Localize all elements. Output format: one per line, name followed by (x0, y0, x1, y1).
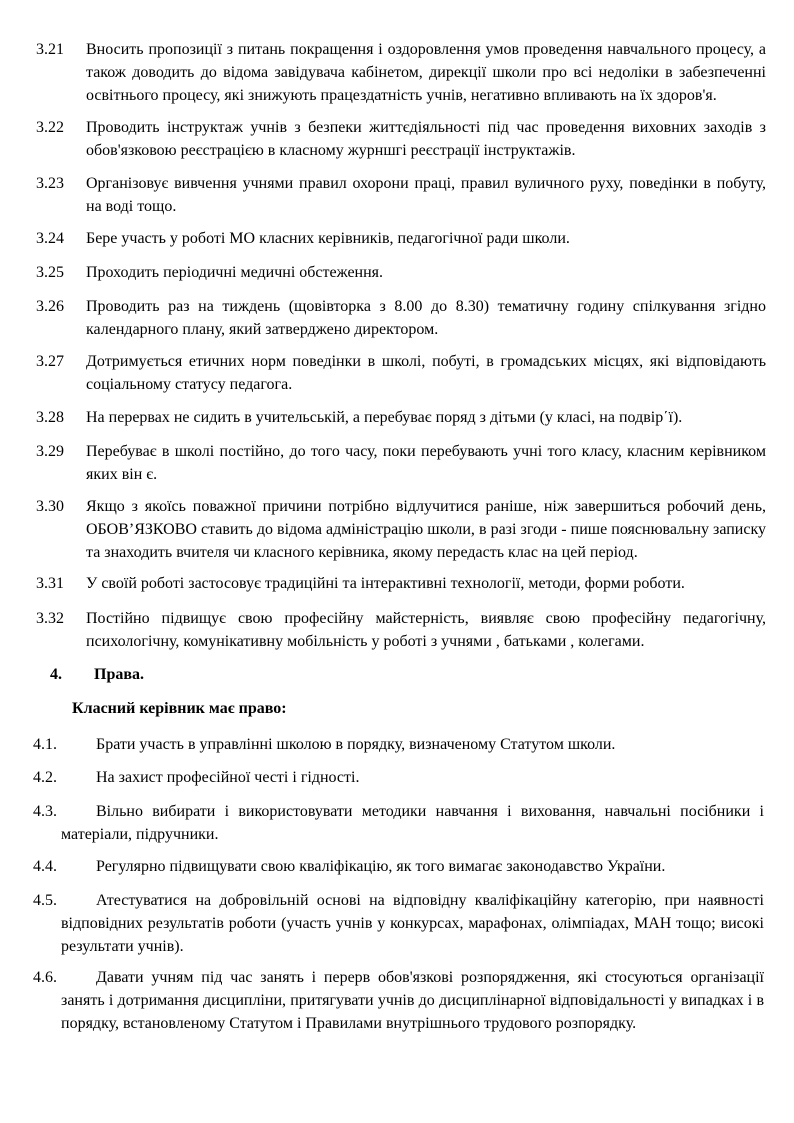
item-text: Вільно вибирати і використовувати методики навчання і виховання, навчальні посібники і матеріали, підручники. (61, 803, 764, 843)
item-number: 4.1. (33, 736, 57, 753)
item-number: 4.6. (33, 969, 57, 986)
item-text: Вносить пропозиції з питань покращення і оздоровлення умов проведення навчального процесу, а також доводить до відома завідувача кабінетом, дирекції школи про всі недоліки в забезпеченні освітнього процесу, які знижують працездатність учнів, негативно впливають на їх здоров'я. (86, 41, 766, 104)
item-number: 3.27 (36, 353, 64, 370)
item-text: Давати учням під час занять і перерв обов'язкові розпорядження, які стосуються організації занять і дотримання дисципліни, притягувати учнів до дисциплінарної відповідальності у випадках і в порядку, встановленому Статутом і Правилами внутрішнього трудового розпорядку. (61, 969, 764, 1032)
item-text: Бере участь у роботі МО класних керівників, педагогічної ради школи. (86, 230, 570, 247)
item-text: Організовує вивчення учнями правил охорони праці, правил вуличного руху, поведінки в побуту, на воді тощо. (86, 175, 766, 215)
item-number: 3.26 (36, 298, 64, 315)
item-number: 3.28 (36, 409, 64, 426)
item-number: 4.5. (33, 892, 57, 909)
item-number: 3.22 (36, 119, 64, 136)
item-number: 4.3. (33, 803, 57, 820)
section-number: 4. (50, 666, 62, 683)
subheading-text: Класний керівник має право: (72, 700, 287, 717)
item-number: 3.31 (36, 575, 64, 592)
item-number: 3.23 (36, 175, 64, 192)
item-number: 3.21 (36, 41, 64, 58)
item-number: 4.4. (33, 858, 57, 875)
item-text: Проводить інструктаж учнів з безпеки життєдіяльності під час проведення виховних заходів з обов'язковою реєстрацією в класному журншгі реєстрації інструктажів. (86, 119, 766, 159)
item-number: 3.29 (36, 443, 64, 460)
item-text: Атестуватися на добровільній основі на відповідну кваліфікаційну категорію, при наявності відповідних результатів роботи (участь учнів у конкурсах, марафонах, олімпіадах, МАН тощо; високі результати учнів). (61, 892, 764, 955)
item-number: 3.30 (36, 498, 64, 515)
item-text: Якщо з якоїсь поважної причини потрібно відлучитися раніше, ніж завершиться робочий день, ОБОВ’ЯЗКОВО ставить до відома адміністрацію школи, в разі згоди - пише пояснювальну записку та знаходить вчителя чи класного керівника, якому передасть клас на цей період. (86, 498, 766, 561)
item-text: На перервах не сидить в учительській, а перебуває поряд з дітьми (у класі, на подвір΄ї). (86, 409, 683, 426)
item-text: Перебуває в школі постійно, до того часу, поки перебувають учні того класу, класним керівником яких він є. (86, 443, 766, 483)
item-text: Дотримується етичних норм поведінки в школі, побуті, в громадських місцях, які відповідають соціальному статусу педагога. (86, 353, 766, 393)
item-number: 3.25 (36, 264, 64, 281)
item-text: У своїй роботі застосовує традиційні та інтерактивні технології, методи, форми роботи. (86, 575, 685, 592)
item-number: 3.24 (36, 230, 64, 247)
item-text: Проводить раз на тиждень (щовівторка з 8.00 до 8.30) тематичну годину спілкування згідно календарного плану, який затверджено директором. (86, 298, 766, 338)
item-number: 3.32 (36, 610, 64, 627)
section-title: Права. (94, 666, 144, 683)
item-number: 4.2. (33, 769, 57, 786)
item-text: Постійно підвищує свою професійну майстерність, виявляє свою професійну педагогічну, психологічну, комунікативну мобільність у роботі з учнями , батьками , колегами. (86, 610, 766, 650)
item-text: Проходить періодичні медичні обстеження. (86, 264, 384, 281)
item-text: Регулярно підвищувати свою кваліфікацію, як того вимагає законодавство України. (96, 858, 666, 875)
item-text: На захист професійної честі і гідності. (96, 769, 360, 786)
item-text: Брати участь в управлінні школою в порядку, визначеному Статутом школи. (96, 736, 616, 753)
